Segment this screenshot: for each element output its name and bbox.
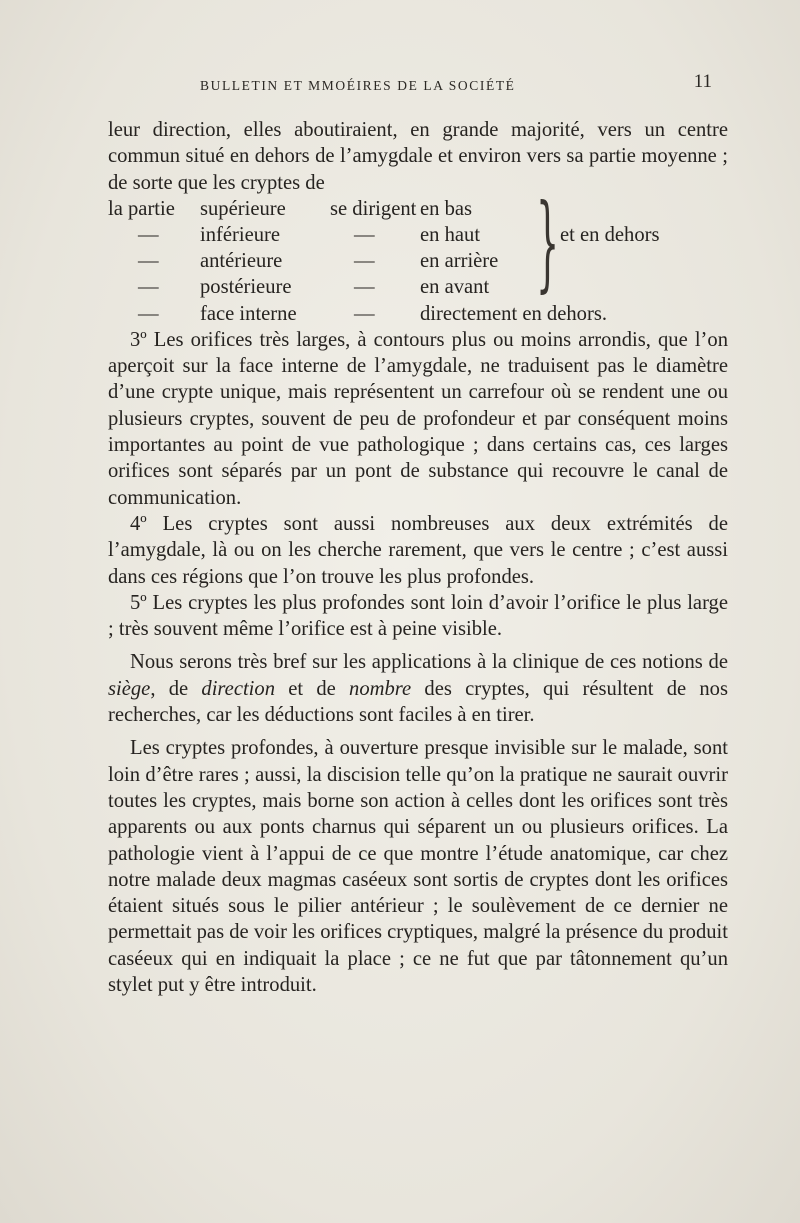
paragraph-6 [108, 649, 728, 728]
italic-term: siège [108, 677, 151, 700]
row-verb: — [354, 223, 375, 246]
row-lead: — [138, 302, 159, 325]
paragraph-5: 5º Les cryptes les plus profondes sont loin d’avoir l’orifice le plus large ; très souvent même l’orifice est à peine visible. [108, 591, 728, 641]
text-run: des cryptes, qui résultent de nos recherches, car les déductions sont faciles à en tirer. [108, 677, 728, 727]
text-run: , de [150, 677, 202, 700]
row-direction: en bas [420, 197, 473, 220]
paragraph-7: Les cryptes profondes, à ouverture presque invisible sur le malade, sont loin d’être rares ; aussi, la discision telle qu’on la pratique ne saurait ouvrir toutes les cryptes, mais borne son action à celles dont les orifices sont très apparents ou aux ponts charnus qui séparent un ou plusieurs orifices. La pathologie vient à l’appui de ce que montre l’étude anatomique, car chez notre malade deux magmas caséeux sont sortis de cryptes dont les orifices étaient situés sous le pilier antérieur ; le soulèvement de ce dernier ne permettait pas de voir les orifices cryptiques, malgré la présence du produit caséeux qui en indiquait la place ; ce ne fut que par tâtonnement qu’un stylet put y être introduit. [108, 737, 728, 997]
paragraph-3: 3º Les orifices très larges, à contours plus ou moins arrondis, que l’on aperçoit sur la face interne de l’amygdale, ne traduisent pas le diamètre d’une crypte unique, mais représentent un carrefour où se rendent une ou plusieurs cryptes, souvent de peu de profondeur et par conséquent moins importantes au point de vue pathologique ; dans certains cas, ces larges orifices sont séparés par un pont de substance qui recouvre le canal de communication. [108, 328, 728, 509]
row-part: face interne [200, 302, 297, 325]
row-part: postérieure [200, 275, 292, 298]
curly-brace-icon: } [536, 180, 560, 303]
row-lead: — [138, 249, 159, 272]
row-verb: se dirigent [330, 197, 417, 220]
row-verb: — [354, 302, 375, 325]
text-run: Nous serons très bref sur les applications à la clinique de ces notions de [130, 651, 728, 674]
row-part: inférieure [200, 223, 281, 246]
page-number: 11 [693, 71, 712, 92]
row-part: supérieure [200, 197, 286, 220]
italic-term: direction [201, 677, 275, 700]
row-direction: en avant [420, 275, 490, 298]
crypt-direction-table [108, 180, 728, 303]
italic-term: nombre [349, 677, 412, 700]
row-lead: — [138, 275, 159, 298]
page-header [200, 70, 720, 100]
row-lead: — [138, 223, 159, 246]
intro-paragraph: leur direction, elles aboutiraient, en grande majorité, vers un centre commun situé en dehors de l’amygdale et environ vers sa partie moyenne ; de sorte que les cryptes de [108, 119, 728, 194]
row-direction: en haut [420, 223, 481, 246]
paragraph-4: 4º Les cryptes sont aussi nombreuses aux deux extrémités de l’amygdale, là ou on les cherche rarement, que vers le centre ; c’est aussi dans ces régions que l’on trouve les plus profondes. [108, 512, 728, 588]
text-run: et de [275, 677, 350, 700]
table-row [108, 301, 728, 327]
row-verb: — [354, 275, 375, 298]
running-head: BULLETIN ET MMOÉIRES DE LA SOCIÉTÉ [200, 78, 516, 93]
row-direction: directement en dehors. [420, 302, 607, 325]
row-direction: en arrière [420, 249, 499, 272]
row-verb: — [354, 249, 375, 272]
brace-label: et en dehors [560, 223, 660, 246]
body-text [108, 117, 728, 998]
row-part: antérieure [200, 249, 283, 272]
row-lead: la partie [108, 197, 175, 220]
